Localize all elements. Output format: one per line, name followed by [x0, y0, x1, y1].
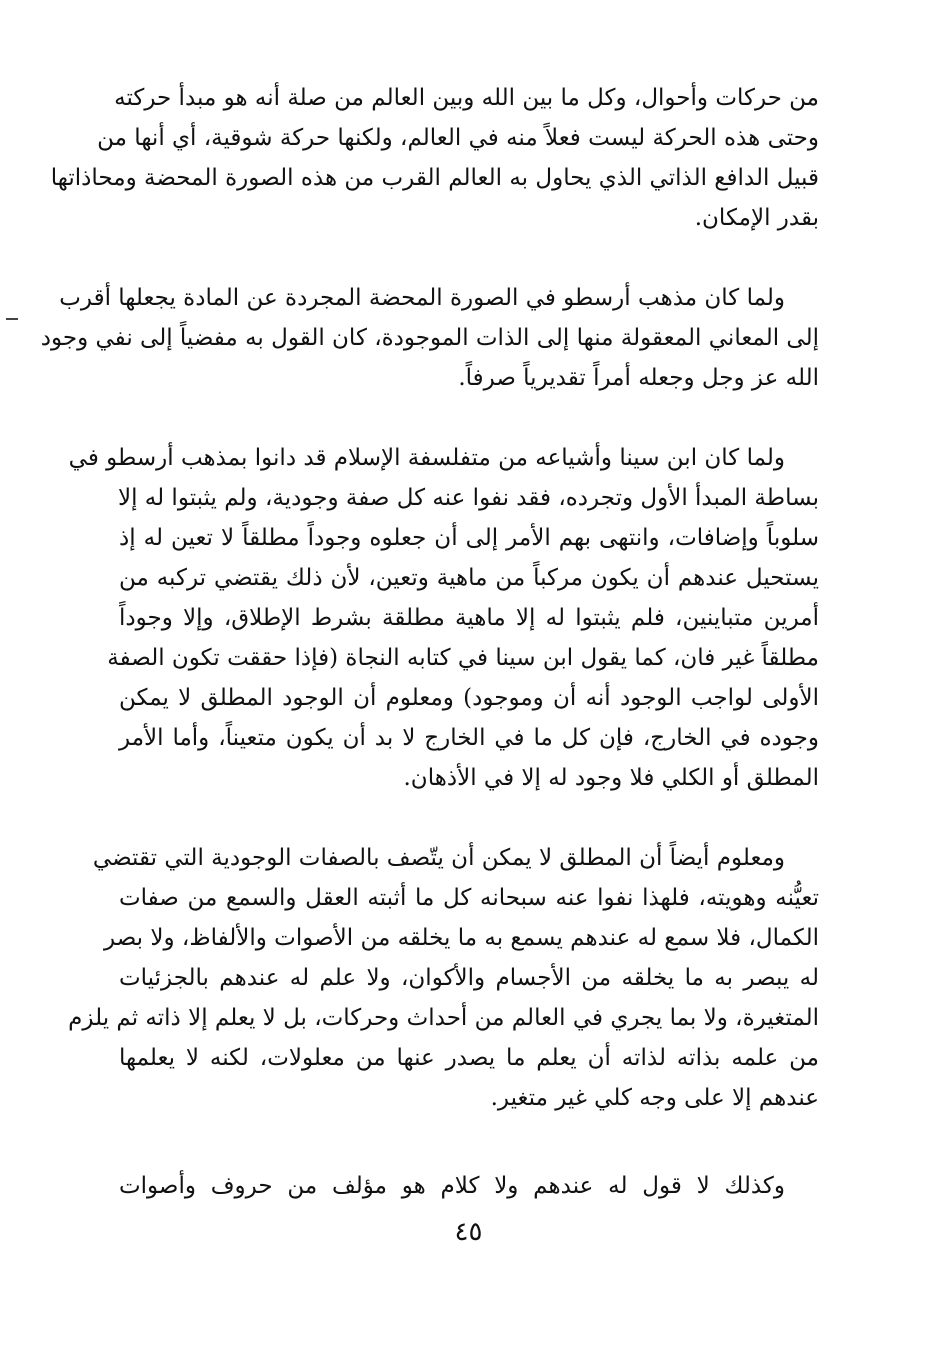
text-line: وجوده في الخارج، فإن كل ما في الخارج لا بد أن يكون متعيناً، وأما الأمر	[119, 725, 819, 751]
text-line: وكذلك لا قول له عندهم ولا كلام هو مؤلف من حروف وأصوات	[119, 1173, 785, 1199]
paragraph-5	[119, 1166, 819, 1206]
text-line: عندهم إلا على وجه كلي غير متغير.	[490, 1085, 819, 1111]
text-line: من حركات وأحوال، وكل ما بين الله وبين العالم من صلة أنه هو مبدأ حركته	[114, 85, 819, 111]
text-line: يستحيل عندهم أن يكون مركباً من ماهية وتعين، لأن ذلك يقتضي تركبه من	[119, 565, 819, 591]
text-line: الله عز وجل وجعله أمراً تقديرياً صرفاً.	[458, 365, 819, 391]
text-line: المتغيرة، ولا بما يجري في العالم من أحداث وحركات، بل لا يعلم إلا ذاته ثم يلزم	[68, 1005, 819, 1031]
text-line: ولما كان ابن سينا وأشياعه من متفلسفة الإسلام قد دانوا بمذهب أرسطو في	[68, 445, 785, 471]
text-line: تعيُّنه وهويته، فلهذا نفوا عنه سبحانه كل ما أثبته العقل والسمع من صفات	[119, 885, 819, 911]
paragraph-3	[68, 438, 819, 798]
text-line: ولما كان مذهب أرسطو في الصورة المحضة المجردة عن المادة يجعلها أقرب	[59, 285, 785, 311]
text-line: بقدر الإمكان.	[694, 205, 819, 231]
page-number: ٤٥	[454, 1217, 483, 1247]
text-line: له يبصر به ما يخلقه من الأجسام والأكوان، ولا علم له عندهم بالجزئيات	[119, 965, 819, 991]
text-line: مطلقاً غير فان، كما يقول ابن سينا في كتابه النجاة (فإذا حققت تكون الصفة	[107, 645, 819, 671]
text-line: من علمه بذاته لذاته أن يعلم ما يصدر عنها من معلولات، لكنه لا يعلمها	[119, 1045, 819, 1071]
text-line: وحتى هذه الحركة ليست فعلاً منه في العالم، ولكنها حركة شوقية، أي أنها من	[97, 125, 819, 151]
margin-mark	[6, 318, 18, 320]
text-line: أمرين متباينين، فلم يثبتوا له إلا ماهية مطلقة بشرط الإطلاق، وإلا وجوداً	[119, 605, 819, 631]
text-line: إلى المعاني المعقولة منها إلى الذات الموجودة، كان القول به مفضياً إلى نفي وجود	[40, 325, 819, 351]
text-line: الكمال، فلا سمع له عندهم يسمع به ما يخلقه من الأصوات والألفاظ، ولا بصر	[104, 925, 819, 951]
paragraph-4	[68, 838, 819, 1118]
text-line: المطلق أو الكلي فلا وجود له إلا في الأذهان.	[403, 765, 819, 791]
text-line: الأولى لواجب الوجود أنه أن وموجود) ومعلوم أن الوجود المطلق لا يمكن	[119, 685, 819, 711]
text-line: بساطة المبدأ الأول وتجرده، فقد نفوا عنه كل صفة وجودية، ولم يثبتوا له إلا	[117, 485, 819, 511]
paragraph-1	[50, 78, 819, 238]
paragraph-2	[40, 278, 819, 398]
text-line: قبيل الدافع الذاتي الذي يحاول به العالم القرب من هذه الصورة المحضة ومحاذاتها	[50, 165, 819, 191]
text-line: سلوباً وإضافات، وانتهى بهم الأمر إلى أن جعلوه وجوداً مطلقاً لا تعين له إذ	[119, 525, 819, 551]
text-line: ومعلوم أيضاً أن المطلق لا يمكن أن يتّصف بالصفات الوجودية التي تقتضي	[92, 845, 785, 871]
